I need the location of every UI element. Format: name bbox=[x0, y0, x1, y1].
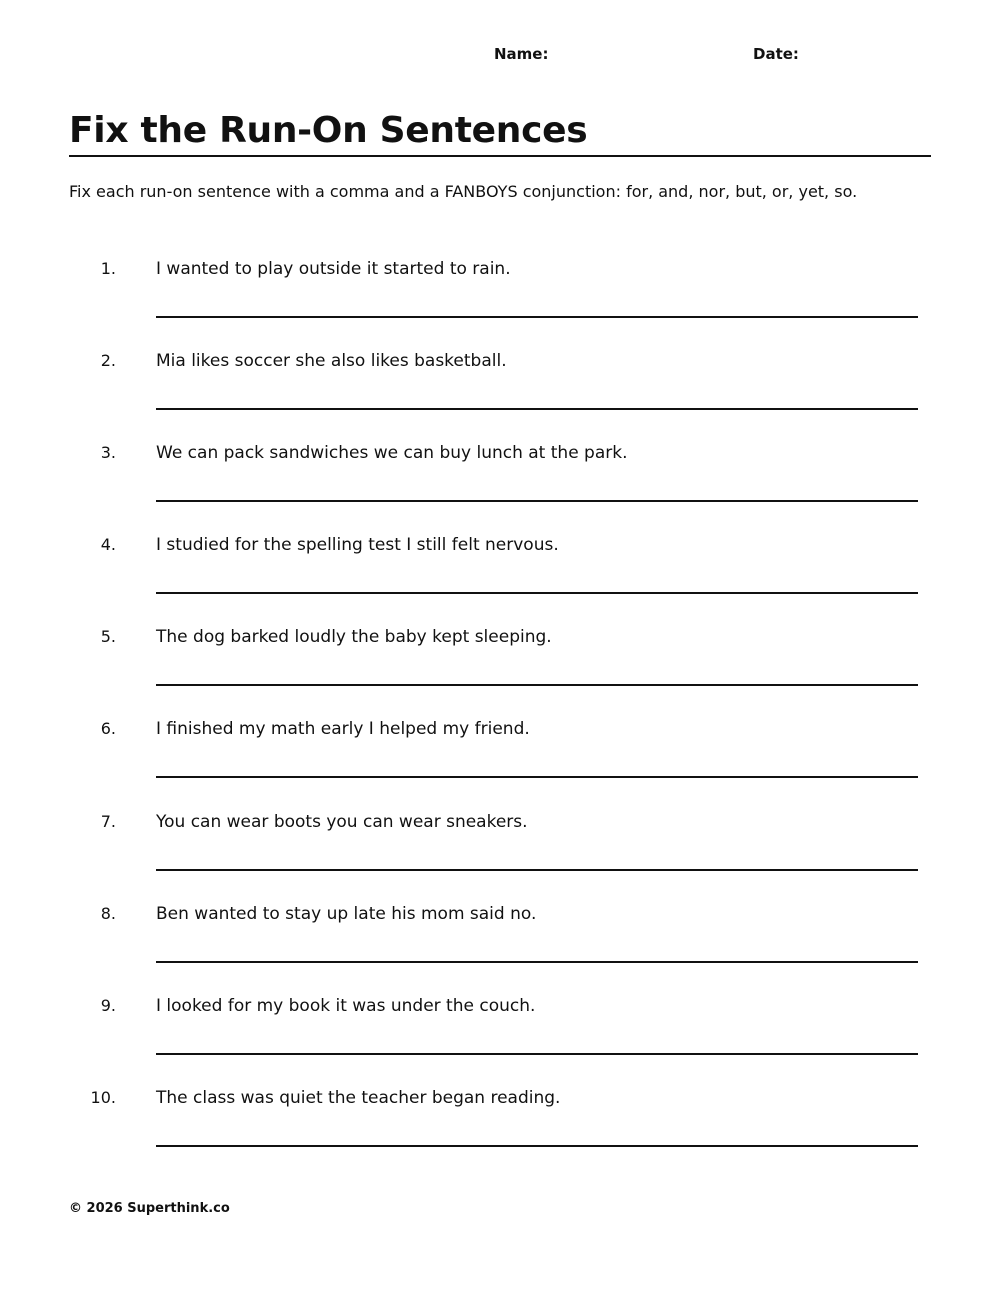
question-item bbox=[0, 1087, 1000, 1179]
question-text: I wanted to play outside it started to rain. bbox=[156, 259, 511, 279]
question-number: 9. bbox=[100, 996, 116, 1015]
question-text: I looked for my book it was under the couch. bbox=[156, 996, 536, 1016]
question-number: 3. bbox=[100, 443, 116, 462]
question-text: Ben wanted to stay up late his mom said no. bbox=[156, 904, 537, 924]
question-text: The class was quiet the teacher began reading. bbox=[156, 1088, 561, 1108]
question-item bbox=[0, 626, 1000, 718]
question-item bbox=[0, 903, 1000, 995]
question-number: 6. bbox=[100, 719, 116, 738]
question-text: Mia likes soccer she also likes basketball. bbox=[156, 351, 507, 371]
question-item bbox=[0, 718, 1000, 810]
date-label: Date: bbox=[753, 45, 799, 63]
answer-line[interactable] bbox=[156, 500, 918, 502]
question-number: 2. bbox=[100, 351, 116, 370]
question-text: I finished my math early I helped my friend. bbox=[156, 719, 530, 739]
answer-line[interactable] bbox=[156, 1053, 918, 1055]
question-number: 10. bbox=[90, 1088, 116, 1107]
question-item bbox=[0, 258, 1000, 350]
question-number: 8. bbox=[100, 904, 116, 923]
question-item bbox=[0, 442, 1000, 534]
question-number: 5. bbox=[100, 627, 116, 646]
question-number: 7. bbox=[100, 812, 116, 831]
question-number: 4. bbox=[100, 535, 116, 554]
copyright-footer: © 2026 Superthink.co bbox=[69, 1201, 230, 1216]
question-number: 1. bbox=[100, 259, 116, 278]
question-text: You can wear boots you can wear sneakers. bbox=[156, 812, 528, 832]
answer-line[interactable] bbox=[156, 961, 918, 963]
answer-line[interactable] bbox=[156, 316, 918, 318]
answer-line[interactable] bbox=[156, 869, 918, 871]
question-item bbox=[0, 350, 1000, 442]
answer-line[interactable] bbox=[156, 776, 918, 778]
page-title: Fix the Run-On Sentences bbox=[69, 110, 588, 151]
name-label: Name: bbox=[494, 45, 549, 63]
question-item bbox=[0, 534, 1000, 626]
question-item bbox=[0, 811, 1000, 903]
answer-line[interactable] bbox=[156, 684, 918, 686]
answer-line[interactable] bbox=[156, 408, 918, 410]
instructions: Fix each run-on sentence with a comma and a FANBOYS conjunction: for, and, nor, but, or, yet, so. bbox=[69, 182, 858, 201]
question-item bbox=[0, 995, 1000, 1087]
question-text: We can pack sandwiches we can buy lunch at the park. bbox=[156, 443, 628, 463]
question-text: The dog barked loudly the baby kept sleeping. bbox=[156, 627, 552, 647]
answer-line[interactable] bbox=[156, 1145, 918, 1147]
question-text: I studied for the spelling test I still felt nervous. bbox=[156, 535, 559, 555]
answer-line[interactable] bbox=[156, 592, 918, 594]
